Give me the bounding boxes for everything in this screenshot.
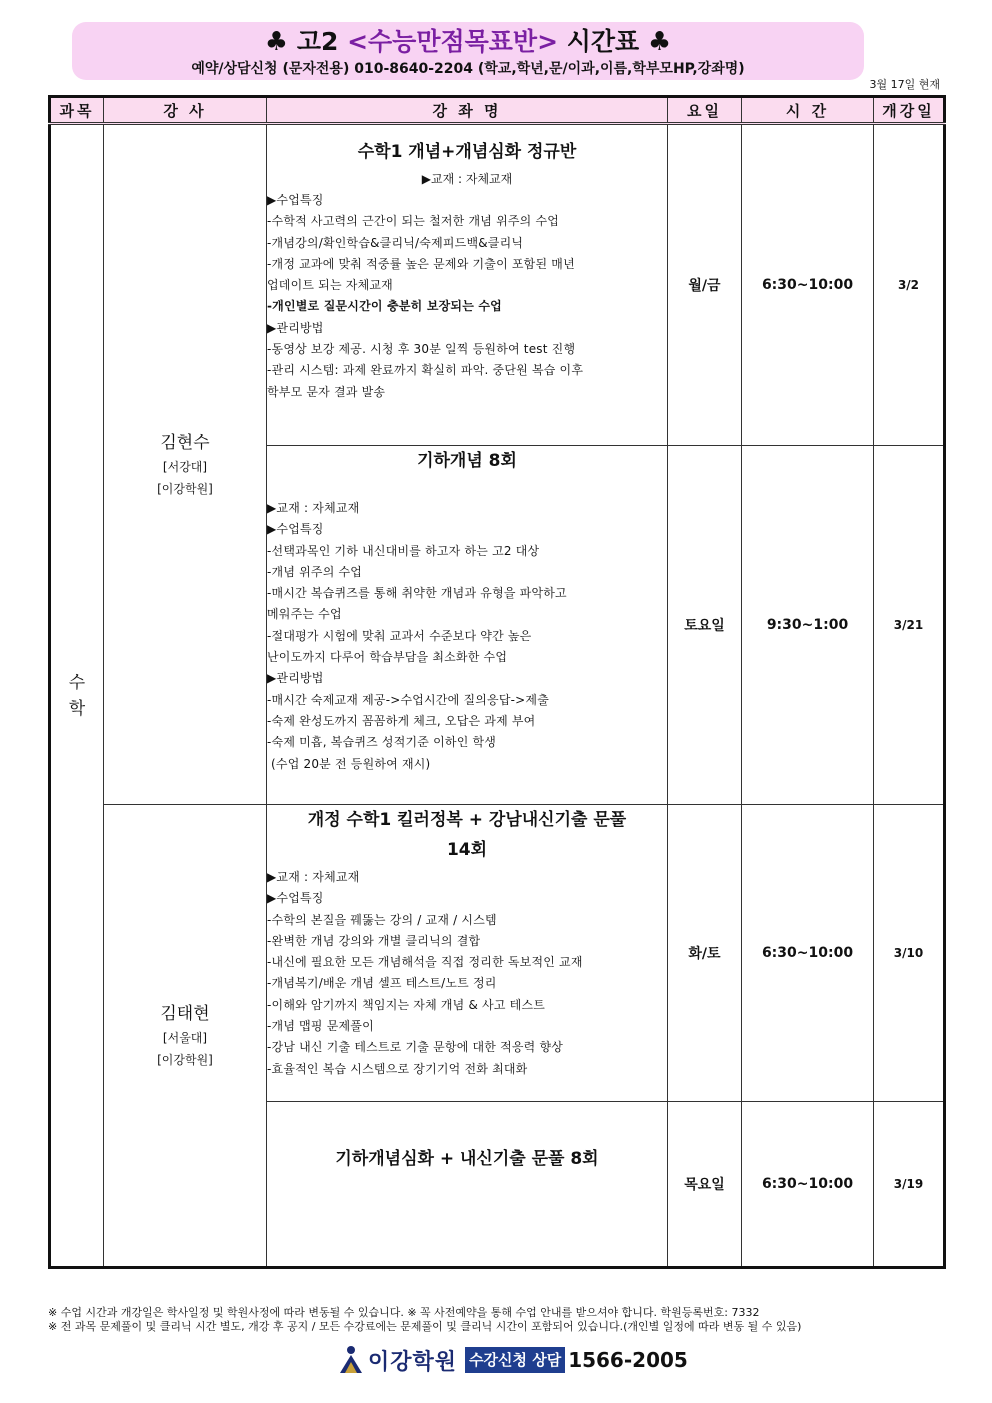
course-day: 화/토 xyxy=(668,805,742,1102)
course-line: 메워주는 수업 xyxy=(267,607,342,622)
footer-banner xyxy=(336,1340,688,1380)
course-line: -숙제 미흡, 복습퀴즈 성적기준 이하인 학생 xyxy=(267,735,497,750)
course-line: -절대평가 시험에 맞춰 교과서 수준보다 약간 높은 xyxy=(267,628,532,643)
course-line: -동영상 보강 제공. 시청 후 30분 일찍 등원하여 test 진행 xyxy=(267,342,576,357)
course-line: -이해와 암기까지 책임지는 자체 개념 & 사고 테스트 xyxy=(267,997,546,1012)
course-line: 업데이트 되는 자체교재 xyxy=(267,278,393,293)
course-day: 목요일 xyxy=(668,1102,742,1268)
course-line: -개념복기/배운 개념 셀프 테스트/노트 정리 xyxy=(267,976,497,991)
course-line: -선택과목인 기하 내신대비를 하고자 하는 고2 대상 xyxy=(267,543,540,558)
course-time: 9:30~1:00 xyxy=(742,446,874,805)
subject-label: 수 학 xyxy=(68,672,86,719)
table-row xyxy=(50,124,945,446)
header-day: 요일 xyxy=(668,97,742,124)
club-icon: ♣ xyxy=(264,27,289,57)
course-start-date: 3/19 xyxy=(874,1102,945,1268)
course-line: ▶수업특징 xyxy=(267,891,324,906)
club-icon: ♣ xyxy=(647,27,672,57)
course-line: ▶수업특징 xyxy=(267,193,324,207)
course-title: 기하개념 8회 xyxy=(417,451,517,471)
course-line: -매시간 숙제교재 제공->수업시간에 질의응답->제출 xyxy=(267,692,549,707)
title-banner xyxy=(72,22,864,80)
page-title xyxy=(72,26,864,58)
course-line: -개정 교과에 맞춰 적중률 높은 문제와 기출이 포함된 매년 xyxy=(267,256,575,271)
header-start-date: 개강일 xyxy=(874,97,945,124)
course-line: ▶교재 : 자체교재 xyxy=(267,501,360,515)
header-teacher: 강 사 xyxy=(104,97,267,124)
teacher-cell xyxy=(104,805,267,1268)
course-line: -개인별로 질문시간이 충분히 보장되는 수업 xyxy=(267,299,502,314)
course-textbook: ▶교재 : 자체교재 xyxy=(421,172,513,186)
course-line: ▶관리방법 xyxy=(267,320,324,335)
teacher-name: 김현수 xyxy=(160,432,210,453)
course-title: 개정 수학1 킬러정복 + 강남내신기출 문풀 xyxy=(307,810,627,830)
course-line: -개념 맵핑 문제풀이 xyxy=(267,1019,374,1034)
course-title: 기하개념심화 + 내신기출 문풀 8회 xyxy=(335,1149,599,1169)
course-cell xyxy=(267,446,668,805)
table-row xyxy=(50,805,945,1102)
header-subject: 과목 xyxy=(50,97,104,124)
course-time: 6:30~10:00 xyxy=(742,805,874,1102)
title-highlight: <수능만점목표반> xyxy=(347,27,559,56)
course-line: ▶수업특징 xyxy=(267,522,324,537)
subject-cell xyxy=(50,124,104,1268)
course-cell xyxy=(267,805,668,1102)
academy-name: 이강학원 xyxy=(368,1349,458,1375)
academy-logo-icon xyxy=(336,1343,366,1377)
enrollment-badge: 수강신청 상담 xyxy=(465,1347,565,1373)
course-line: (수업 20분 전 등원하여 재시) xyxy=(267,756,431,771)
course-title-line2: 14회 xyxy=(446,840,488,860)
course-line: -완벽한 개념 강의와 개별 클리닉의 결합 xyxy=(267,933,481,948)
teacher-academy: [이강학원] xyxy=(157,481,213,496)
course-time: 6:30~10:00 xyxy=(742,1102,874,1268)
course-line: -숙제 완성도까지 꼼꼼하게 체크, 오답은 과제 부여 xyxy=(267,713,536,728)
contact-info: 예약/상담신청 (문자전용) 010-8640-2204 (학교,학년,문/이과,이름,학부모HP,강좌명) xyxy=(191,61,745,77)
course-cell xyxy=(267,124,668,446)
course-time: 6:30~10:00 xyxy=(742,124,874,446)
course-day: 토요일 xyxy=(668,446,742,805)
course-cell xyxy=(267,1102,668,1268)
course-line: -매시간 복습퀴즈를 통해 취약한 개념과 유형을 파악하고 xyxy=(267,586,567,601)
footnote-line: ※ 전 과목 문제풀이 및 클리닉 시간 별도, 개강 후 공지 / 모든 수강료에는 문제풀이 및 클리닉 시간이 포함되어 있습니다.(개인별 일정에 따라 변동 될 수 있음) xyxy=(48,1320,802,1333)
course-line: -강남 내신 기출 테스트로 기출 문항에 대한 적응력 향상 xyxy=(267,1040,564,1055)
teacher-school: [서울대] xyxy=(162,1030,208,1045)
course-start-date: 3/2 xyxy=(874,124,945,446)
course-line: -수학적 사고력의 근간이 되는 철저한 개념 위주의 수업 xyxy=(267,214,560,229)
header-time: 시 간 xyxy=(742,97,874,124)
course-line: -관리 시스템: 과제 완료까지 확실히 파악. 중단원 복습 이후 xyxy=(267,363,584,378)
contact-phone: 1566-2005 xyxy=(568,1348,688,1372)
footnote-line: ※ 수업 시간과 개강일은 학사일정 및 학원사정에 따라 변동될 수 있습니다. ※ 꼭 사전예약을 통해 수업 안내를 받으셔야 합니다. 학원등록번호: 7332 xyxy=(48,1306,760,1319)
course-start-date: 3/10 xyxy=(874,805,945,1102)
teacher-name: 김태현 xyxy=(160,1003,210,1024)
footnotes xyxy=(48,1306,801,1334)
teacher-academy: [이강학원] xyxy=(157,1052,213,1067)
course-day: 월/금 xyxy=(668,124,742,446)
course-line: ▶관리방법 xyxy=(267,671,324,686)
teacher-cell xyxy=(104,124,267,805)
course-line: -개념 위주의 수업 xyxy=(267,564,363,579)
schedule-table xyxy=(48,95,946,1269)
course-title: 수학1 개념+개념심화 정규반 xyxy=(357,142,577,162)
course-line: -수학의 본질을 꿰뚫는 강의 / 교재 / 시스템 xyxy=(267,912,497,927)
course-line: 학부모 문자 결과 발송 xyxy=(267,384,386,399)
title-prefix: 고2 xyxy=(296,27,348,56)
course-line: -개념강의/확인학습&클리닉/숙제피드백&클리닉 xyxy=(267,235,524,250)
course-line: -내신에 필요한 모든 개념해석을 직접 정리한 독보적인 교재 xyxy=(267,955,583,970)
table-header-row xyxy=(50,97,945,124)
course-line: -효율적인 복습 시스템으로 장기기억 전화 최대화 xyxy=(267,1061,528,1076)
title-suffix: 시간표 xyxy=(558,27,648,56)
course-line: ▶교재 : 자체교재 xyxy=(267,870,360,884)
teacher-school: [서강대] xyxy=(162,459,208,474)
course-line: 난이도까지 다루어 학습부담을 최소화한 수업 xyxy=(267,650,508,665)
date-note: 3월 17일 현재 xyxy=(869,78,940,91)
course-start-date: 3/21 xyxy=(874,446,945,805)
header-course: 강 좌 명 xyxy=(267,97,668,124)
